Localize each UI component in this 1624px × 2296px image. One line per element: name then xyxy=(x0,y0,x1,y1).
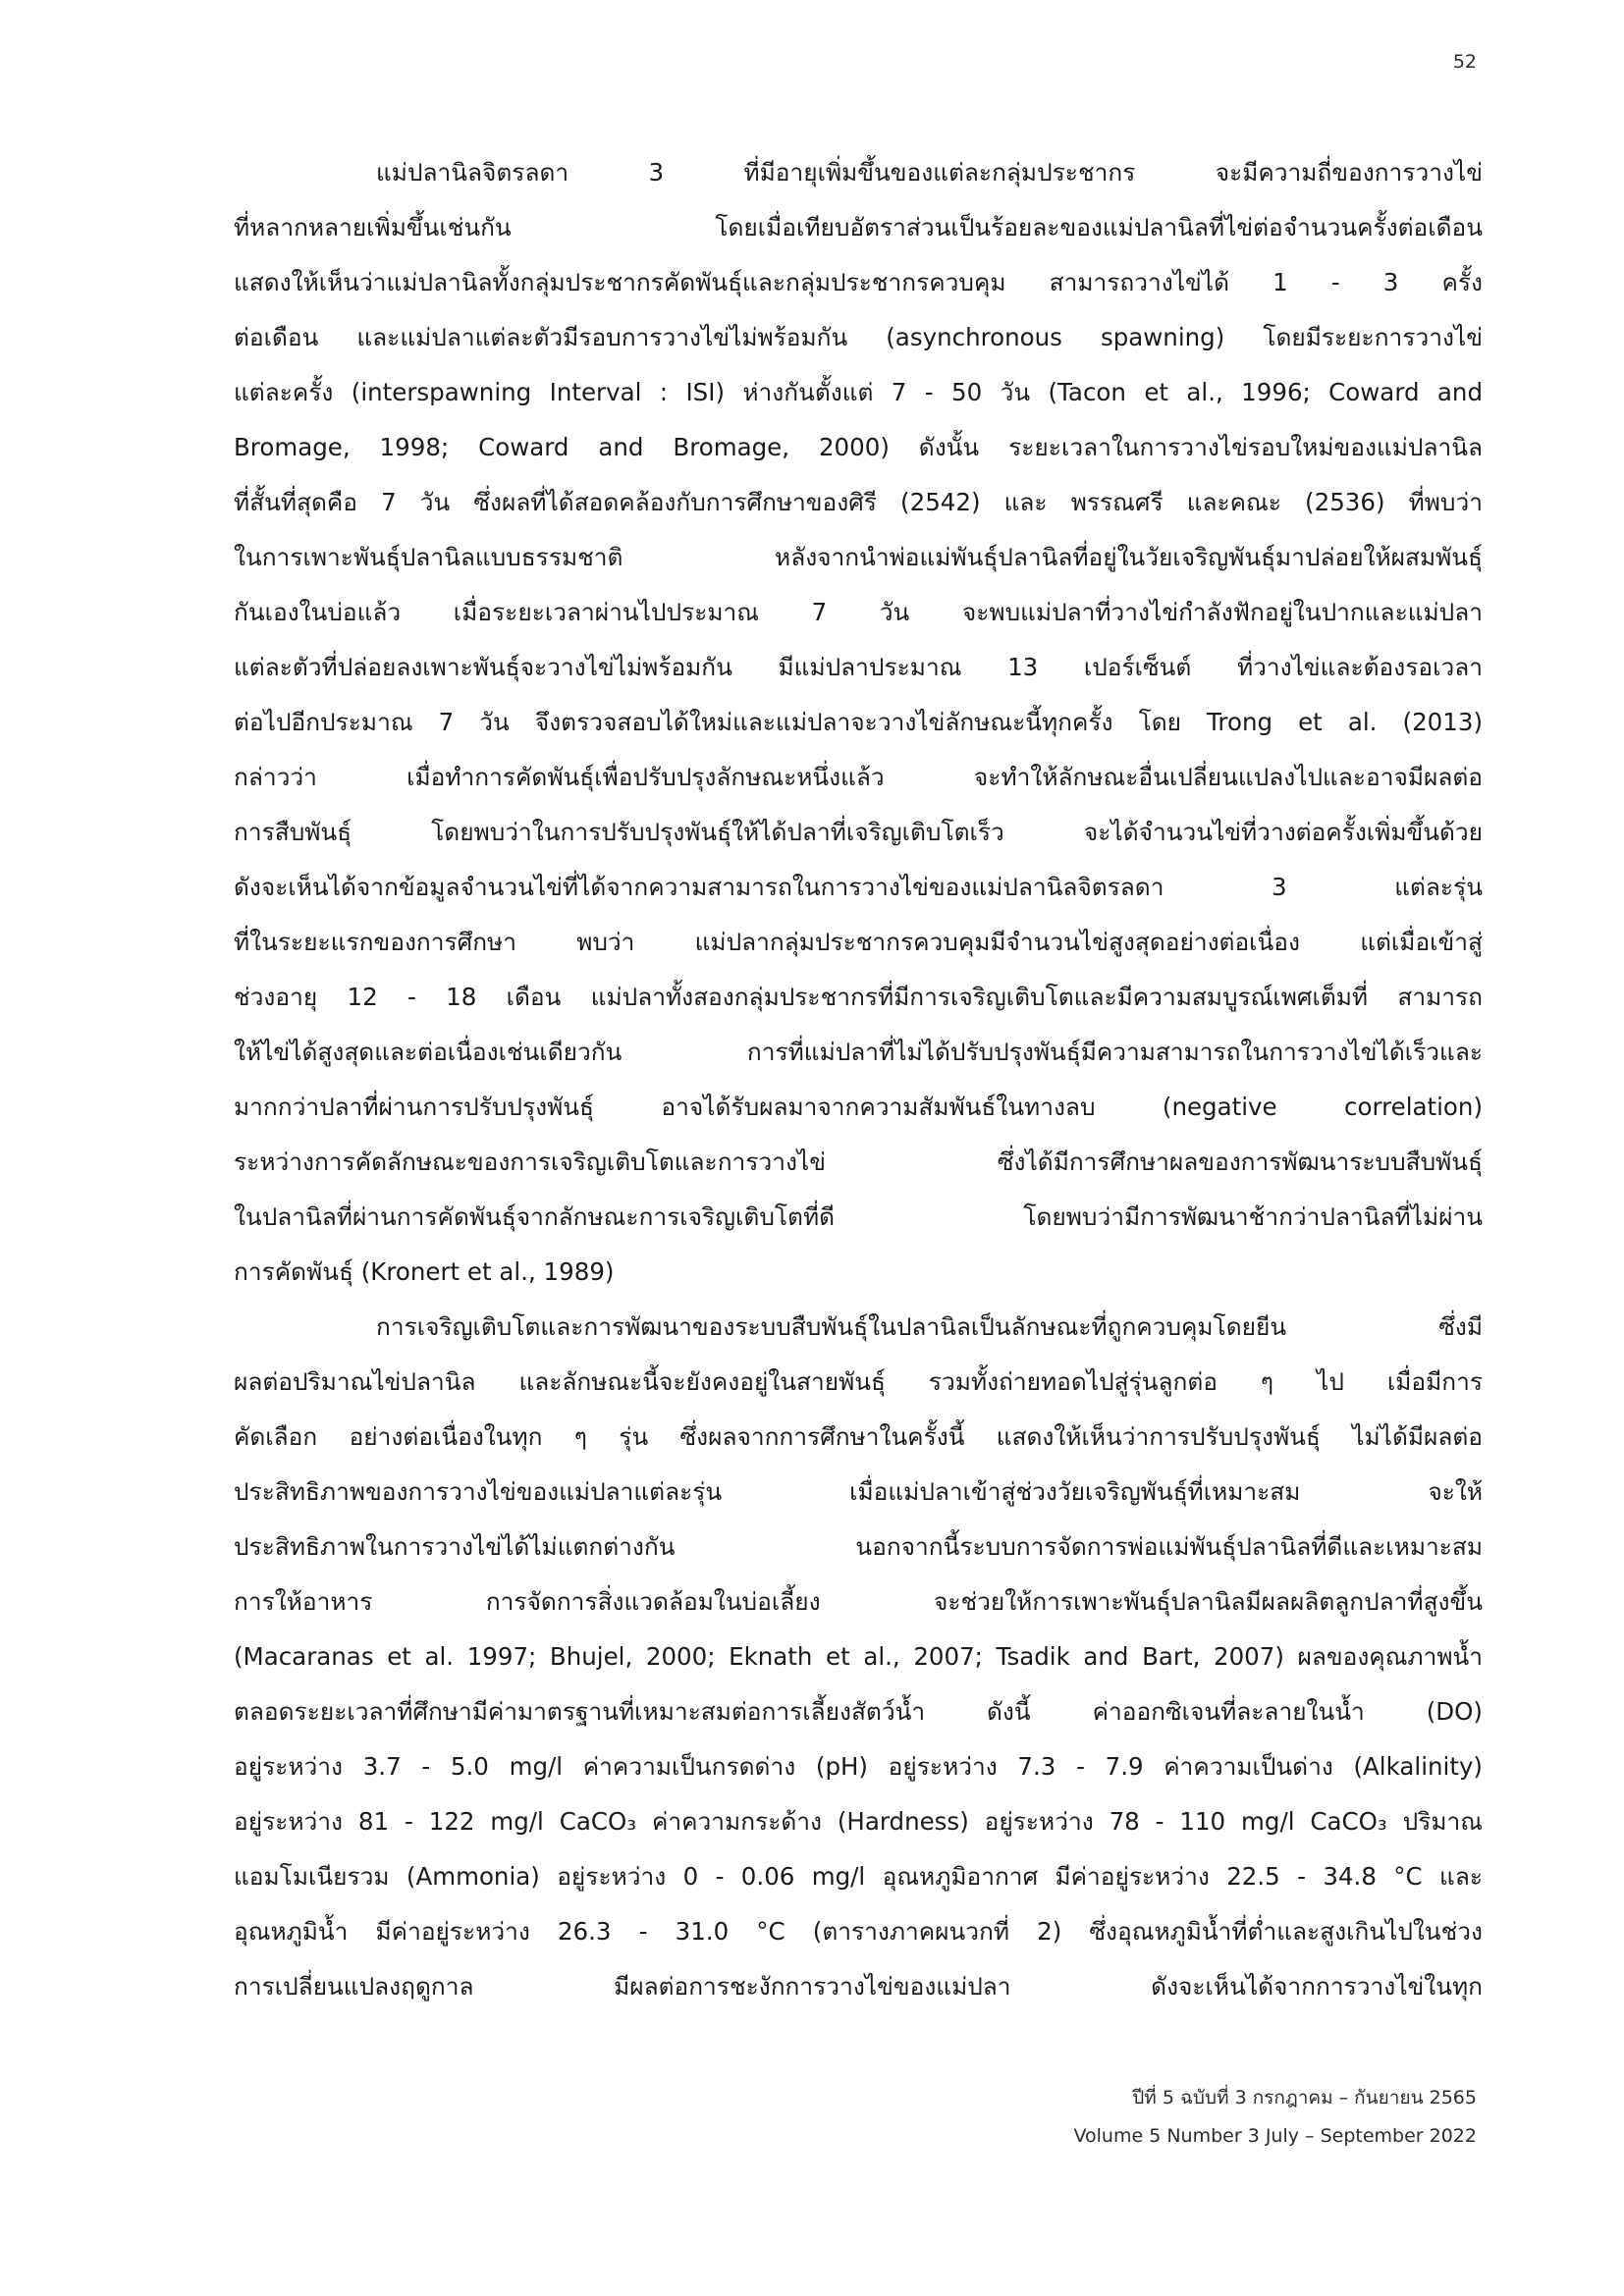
paragraph-2 xyxy=(234,1300,1483,2014)
text-line: ระหว่างการคัดลักษณะของการเจริญเติบโตและการวางไข่ ซึ่งได้มีการศึกษาผลของการพัฒนาระบบสืบพันธุ์ xyxy=(234,1148,1483,1176)
text-line: อุณหภูมิน้ำ มีค่าอยู่ระหว่าง 26.3 - 31.0 °C (ตารางภาคผนวกที่ 2) ซึ่งอุณหภูมิน้ำที่ต่ำและสูงเกินไปในช่วง xyxy=(234,1917,1483,1946)
text-line: ที่หลากหลายเพิ่มขึ้นเช่นกัน โดยเมื่อเทียบอัตราส่วนเป็นร้อยละของแม่ปลานิลที่ไข่ต่อจำนวนครั้งต่อเดือน xyxy=(234,213,1483,241)
text-line: ในปลานิลที่ผ่านการคัดพันธุ์จากลักษณะการเจริญเติบโตที่ดี โดยพบว่ามีการพัฒนาช้ากว่าปลานิลที่ไม่ผ่าน xyxy=(234,1202,1483,1231)
text-line: (Macaranas et al. 1997; Bhujel, 2000; Eknath et al., 2007; Tsadik and Bart, 2007) ผลของคุณภาพน้ำ xyxy=(234,1642,1483,1671)
text-line: กันเองในบ่อแล้ว เมื่อระยะเวลาผ่านไปประมาณ 7 วัน จะพบแม่ปลาที่วางไข่กำลังฟักอยู่ในปากและแม่ปลา xyxy=(234,598,1483,626)
text-line: ต่อไปอีกประมาณ 7 วัน จึงตรวจสอบได้ใหม่และแม่ปลาจะวางไข่ลักษณะนี้ทุกครั้ง โดย Trong et al. (2013) xyxy=(234,708,1483,736)
text-line: แม่ปลานิลจิตรลดา 3 ที่มีอายุเพิ่มขึ้นของแต่ละกลุ่มประชากร จะมีความถี่ของการวางไข่ xyxy=(376,158,1483,187)
paragraph-1 xyxy=(234,145,1483,1300)
text-line: กล่าวว่า เมื่อทำการคัดพันธุ์เพื่อปรับปรุงลักษณะหนึ่งแล้ว จะทำให้ลักษณะอื่นเปลี่ยนแปลงไปและอาจมีผลต่อ xyxy=(234,763,1483,791)
text-line: ผลต่อปริมาณไข่ปลานิล และลักษณะนี้จะยังคงอยู่ในสายพันธุ์ รวมทั้งถ่ายทอดไปสู่รุ่นลูกต่อ ๆ ไป เมื่อมีการ xyxy=(234,1367,1483,1396)
body-text xyxy=(234,145,1483,2014)
text-line: ตลอดระยะเวลาที่ศึกษามีค่ามาตรฐานที่เหมาะสมต่อการเลี้ยงสัตว์น้ำ ดังนี้ ค่าออกซิเจนที่ละลายในน้ำ (DO) xyxy=(234,1697,1483,1726)
text-line: คัดเลือก อย่างต่อเนื่องในทุก ๆ รุ่น ซึ่งผลจากการศึกษาในครั้งนี้ แสดงให้เห็นว่าการปรับปรุงพันธุ์ ไม่ได้มีผลต่อ xyxy=(234,1422,1483,1451)
text-line: ประสิทธิภาพของการวางไข่ของแม่ปลาแต่ละรุ่น เมื่อแม่ปลาเข้าสู่ช่วงวัยเจริญพันธุ์ที่เหมาะสม จะให้ xyxy=(234,1477,1483,1506)
text-line: การสืบพันธุ์ โดยพบว่าในการปรับปรุงพันธุ์ให้ได้ปลาที่เจริญเติบโตเร็ว จะได้จำนวนไข่ที่วางต่อครั้งเพิ่มขึ้นด้วย xyxy=(234,818,1483,846)
text-line: ช่วงอายุ 12 - 18 เดือน แม่ปลาทั้งสองกลุ่มประชากรที่มีการเจริญเติบโตและมีความสมบูรณ์เพศเต็มที่ สามารถ xyxy=(234,983,1483,1011)
text-line: ในการเพาะพันธุ์ปลานิลแบบธรรมชาติ หลังจากนำพ่อแม่พันธุ์ปลานิลที่อยู่ในวัยเจริญพันธุ์มาปล่อยให้ผสมพันธุ์ xyxy=(234,543,1483,571)
text-line: แสดงให้เห็นว่าแม่ปลานิลทั้งกลุ่มประชากรคัดพันธุ์และกลุ่มประชากรควบคุม สามารถวางไข่ได้ 1 - 3 ครั้ง xyxy=(234,268,1483,296)
text-line: มากกว่าปลาที่ผ่านการปรับปรุงพันธุ์ อาจได้รับผลมาจากความสัมพันธ์ในทางลบ (negative correlation) xyxy=(234,1093,1483,1121)
text-line: ประสิทธิภาพในการวางไข่ได้ไม่แตกต่างกัน นอกจากนี้ระบบการจัดการพ่อแม่พันธุ์ปลานิลที่ดีและเหมาะสม xyxy=(234,1532,1483,1561)
text-line: แต่ละตัวที่ปล่อยลงเพาะพันธุ์จะวางไข่ไม่พร้อมกัน มีแม่ปลาประมาณ 13 เปอร์เซ็นต์ ที่วางไข่และต้องรอเวลา xyxy=(234,653,1483,681)
text-line: แอมโมเนียรวม (Ammonia) อยู่ระหว่าง 0 - 0.06 mg/l อุณหภูมิอากาศ มีค่าอยู่ระหว่าง 22.5 - 34.8 °C และ xyxy=(234,1862,1483,1891)
page-number: 52 xyxy=(1452,51,1477,73)
text-line: แต่ละครั้ง (interspawning Interval : ISI) ห่างกันตั้งแต่ 7 - 50 วัน (Tacon et al., 1996; Coward and xyxy=(234,378,1483,406)
text-line: การเปลี่ยนแปลงฤดูกาล มีผลต่อการชะงักการวางไข่ของแม่ปลา ดังจะเห็นได้จากการวางไข่ในทุก xyxy=(234,1972,1483,2001)
text-line: ให้ไข่ได้สูงสุดและต่อเนื่องเช่นเดียวกัน การที่แม่ปลาที่ไม่ได้ปรับปรุงพันธุ์มีความสามารถในการวางไข่ได้เร็วและ xyxy=(234,1038,1483,1066)
text-line: อยู่ระหว่าง 81 - 122 mg/l CaCO₃ ค่าความกระด้าง (Hardness) อยู่ระหว่าง 78 - 110 mg/l CaCO₃ ปริมาณ xyxy=(234,1807,1483,1836)
text-line: ต่อเดือน และแม่ปลาแต่ละตัวมีรอบการวางไข่ไม่พร้อมกัน (asynchronous spawning) โดยมีระยะการวางไข่ xyxy=(234,323,1483,351)
text-line: ดังจะเห็นได้จากข้อมูลจำนวนไข่ที่ได้จากความสามารถในการวางไข่ของแม่ปลานิลจิตรลดา 3 แต่ละรุ่น xyxy=(234,873,1483,901)
text-line: ที่ในระยะแรกของการศึกษา พบว่า แม่ปลากลุ่มประชากรควบคุมมีจำนวนไข่สูงสุดอย่างต่อเนื่อง แต่เมื่อเข้าสู่ xyxy=(234,928,1483,956)
text-line: การเจริญเติบโตและการพัฒนาของระบบสืบพันธุ์ในปลานิลเป็นลักษณะที่ถูกควบคุมโดยยีน ซึ่งมี xyxy=(376,1312,1483,1341)
text-line: การคัดพันธุ์ (Kronert et al., 1989) xyxy=(234,1257,615,1286)
text-line: ที่สั้นที่สุดคือ 7 วัน ซึ่งผลที่ได้สอดคล้องกับการศึกษาของศิรี (2542) และ พรรณศรี และคณะ (2536) ที่พบว่า xyxy=(234,488,1483,516)
journal-issue-thai: ปีที่ 5 ฉบับที่ 3 กรกฎาคม – กันยายน 2565 xyxy=(1132,2087,1477,2109)
text-line: Bromage, 1998; Coward and Bromage, 2000) ดังนั้น ระยะเวลาในการวางไข่รอบใหม่ของแม่ปลานิล xyxy=(234,433,1483,461)
text-line: อยู่ระหว่าง 3.7 - 5.0 mg/l ค่าความเป็นกรดด่าง (pH) อยู่ระหว่าง 7.3 - 7.9 ค่าความเป็นด่าง (Alkalinity) xyxy=(234,1752,1483,1781)
journal-issue-english: Volume 5 Number 3 July – September 2022 xyxy=(1073,2125,1477,2147)
text-line: การให้อาหาร การจัดการสิ่งแวดล้อมในบ่อเลี้ยง จะช่วยให้การเพาะพันธุ์ปลานิลมีผลผลิตลูกปลาที่สูงขึ้น xyxy=(234,1587,1483,1616)
